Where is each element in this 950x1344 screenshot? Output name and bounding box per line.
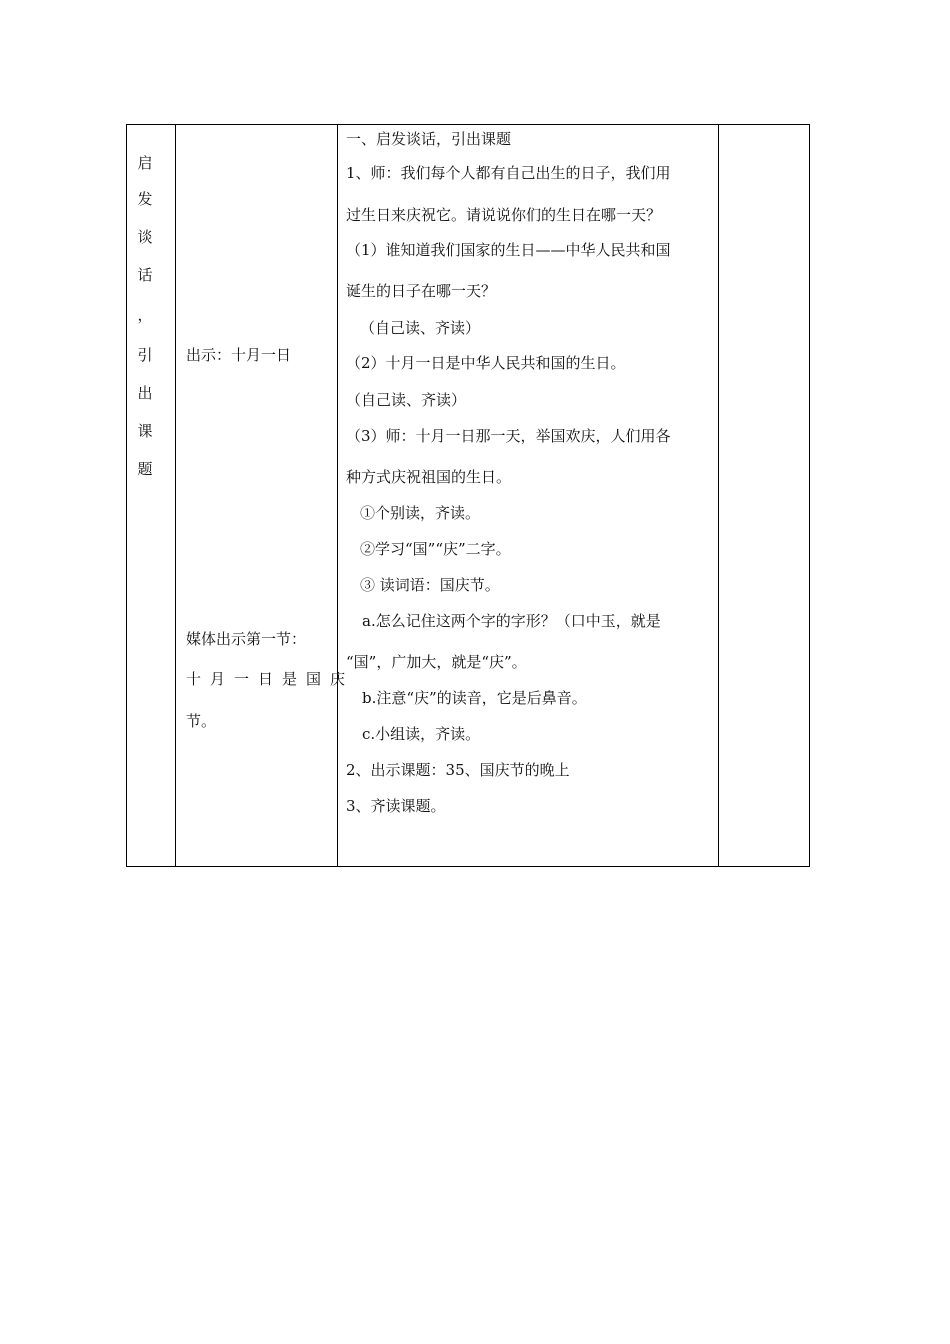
content-heading: 一、启发谈话，引出课题 <box>346 130 512 148</box>
notes-column <box>719 125 809 866</box>
content-line: （自己读、齐读） <box>346 391 467 409</box>
content-line: 3、齐读课题。 <box>346 797 446 815</box>
content-line: 诞生的日子在哪一天？ <box>346 282 497 300</box>
stage-char: 引 <box>137 346 153 364</box>
content-line: 1、师：我们每个人都有自己出生的日子，我们用 <box>346 164 671 182</box>
content-line: ③ 读词语：国庆节。 <box>360 576 500 594</box>
content-line: 过生日来庆祝它。请说说你们的生日在哪一天？ <box>346 206 662 224</box>
content-column <box>338 125 719 866</box>
content-line: a.怎么记住这两个字的字形？（口中玉，就是 <box>362 612 661 630</box>
media-text-line: 十月一日是国庆 <box>186 670 355 688</box>
content-line: c.小组读，齐读。 <box>362 725 481 743</box>
content-line: 2、出示课题：35、国庆节的晚上 <box>346 761 570 779</box>
content-line: ②学习“国”“庆”二字。 <box>360 540 511 558</box>
stage-char: 启 <box>137 154 153 172</box>
content-line: （3）师：十月一日那一天，举国欢庆，人们用各 <box>346 427 671 445</box>
content-line: b.注意“庆”的读音，它是后鼻音。 <box>362 689 587 707</box>
stage-char: ， <box>137 306 153 324</box>
content-line: （1）谁知道我们国家的生日——中华人民共和国 <box>346 241 671 259</box>
media-text-line: 媒体出示第一节： <box>186 630 307 648</box>
stage-char: 课 <box>137 422 153 440</box>
content-line: （自己读、齐读） <box>360 319 481 337</box>
stage-char: 发 <box>137 190 153 208</box>
content-line: ①个别读，齐读。 <box>360 504 481 522</box>
lesson-table <box>126 124 810 867</box>
content-line: （2）十月一日是中华人民共和国的生日。 <box>346 354 626 372</box>
media-column <box>176 125 355 866</box>
stage-column <box>127 125 176 866</box>
show-date-text: 出示：十月一日 <box>186 346 292 364</box>
content-line: 种方式庆祝祖国的生日。 <box>346 468 512 486</box>
stage-char: 出 <box>137 384 153 402</box>
stage-char: 题 <box>137 460 153 478</box>
media-text-line: 节。 <box>186 712 217 730</box>
stage-char: 话 <box>137 266 153 284</box>
content-line: “国”，广加大，就是“庆”。 <box>346 653 527 671</box>
stage-char: 谈 <box>137 228 153 246</box>
